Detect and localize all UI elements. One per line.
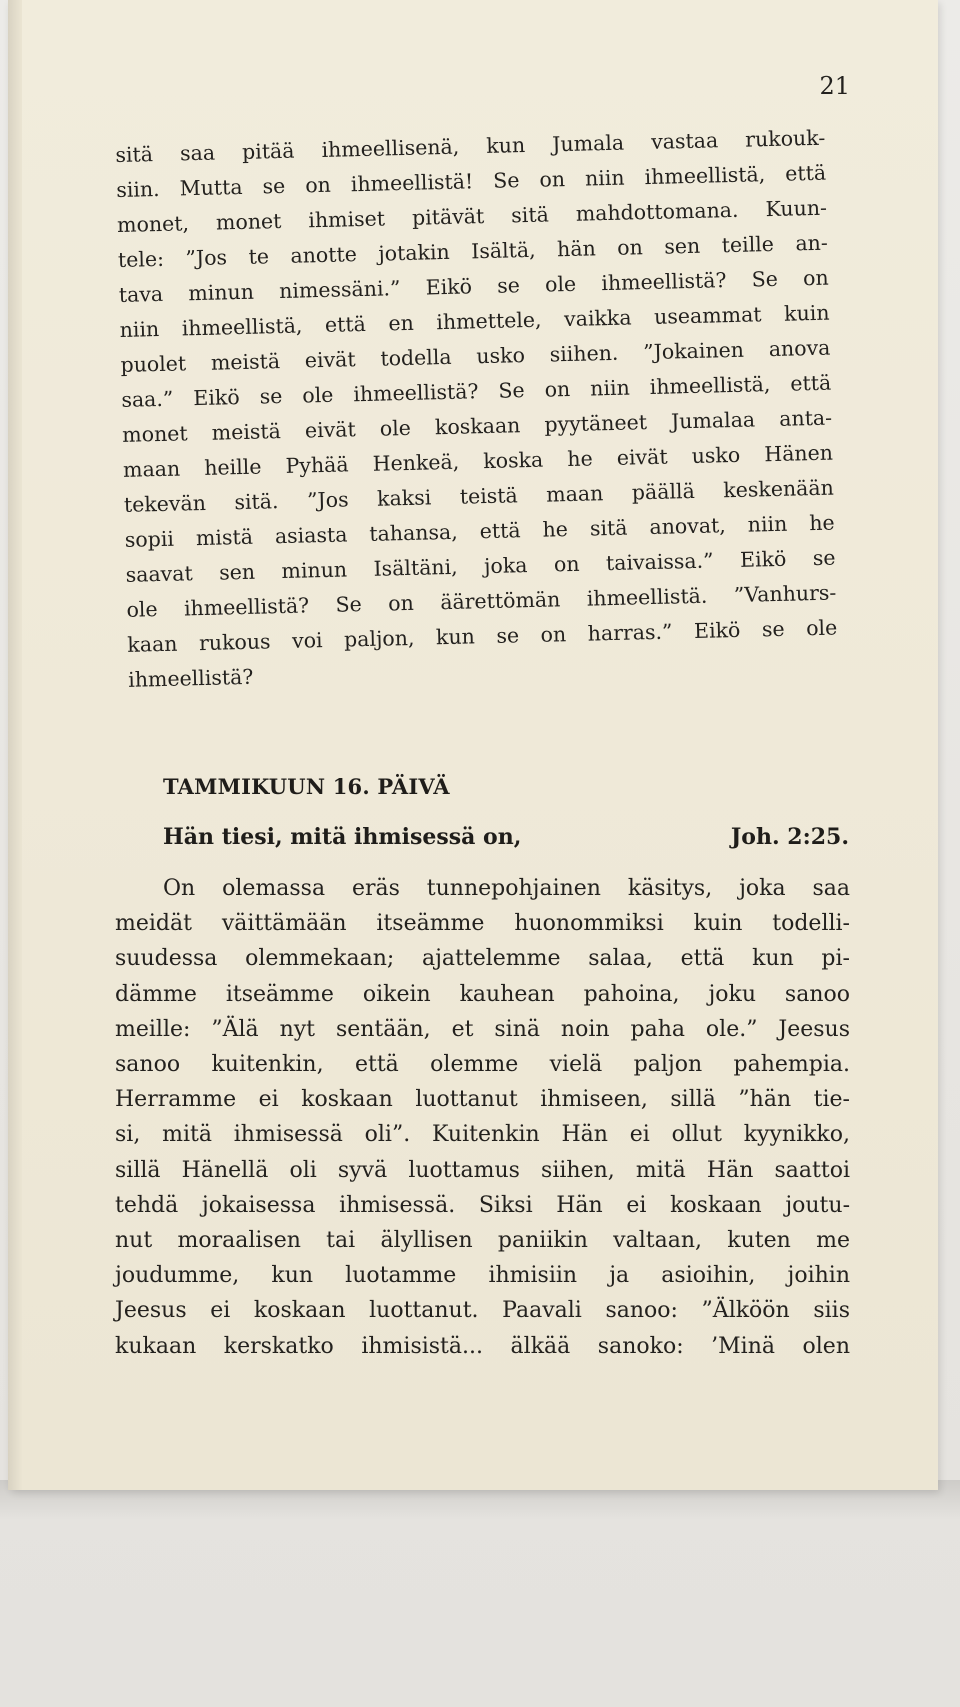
text-line: tehdä jokaisessa ihmisessä. Siksi Hän ei koskaan joutu- <box>115 1192 850 1218</box>
page-gutter <box>8 0 22 1490</box>
text-line: nut moraalisen tai älyllisen paniikin valtaan, kuten me <box>115 1228 850 1254</box>
text-line: meille: ”Älä nyt sentään, et sinä noin paha ole.” Jeesus <box>115 1016 850 1042</box>
text-line: niin ihmeellistä, että en ihmettele, vaikka useammat kuin <box>119 300 830 342</box>
text-line: tekevän sitä. ”Jos kaksi teistä maan päällä keskenään <box>123 475 835 517</box>
text-line: Herramme ei koskaan luottanut ihmiseen, sillä ”hän tie- <box>115 1087 850 1113</box>
text-line: sitä saa pitää ihmeellisenä, kun Jumala vastaa rukouk- <box>115 125 826 167</box>
text-line: saa.” Eikö se ole ihmeellistä? Se on niin ihmeellistä, että <box>121 370 832 412</box>
text-line: sillä Hänellä oli syvä luottamus siihen, mitä Hän saattoi <box>115 1157 850 1183</box>
text-line: si, mitä ihmisessä oli”. Kuitenkin Hän ei ollut kyynikko, <box>115 1122 850 1148</box>
text-line: ole ihmeellistä? Se on äärettömän ihmeellistä. ”Vanhurs- <box>126 580 837 622</box>
text-line: kaan rukous voi paljon, kun se on harras.” Eikö se ole <box>127 615 838 657</box>
text-line: joudumme, kun luotamme ihmisiin ja asioihin, joihin <box>115 1263 850 1289</box>
text-line: On olemassa eräs tunnepohjainen käsitys, joka saa <box>163 876 850 901</box>
text-line: meidät väittämään itseämme huonommiksi kuin todelli- <box>115 911 850 937</box>
text-line: suudessa olemmekaan; ajattelemme salaa, että kun pi- <box>115 946 850 972</box>
text-line: puolet meistä eivät todella usko siihen. ”Jokainen anova <box>120 335 831 377</box>
text-line: monet, monet ihmiset pitävät sitä mahdottomana. Kuun- <box>116 195 828 237</box>
text-line: monet meistä eivät ole koskaan pyytäneet Jumalaa anta- <box>121 405 833 447</box>
verse-line <box>163 824 849 850</box>
text-line: tele: ”Jos te anotte jotakin Isältä, hän on sen teille an- <box>117 230 829 272</box>
text-line: sanoo kuitenkin, että olemme vielä paljon pahempia. <box>115 1052 850 1078</box>
text-line: Jeesus ei koskaan luottanut. Paavali sanoo: ”Älköön siis <box>115 1298 850 1324</box>
verse-reference: Joh. 2:25. <box>730 824 849 850</box>
text-line: saavat sen minun Isältäni, joka on taivaissa.” Eikö se <box>125 545 836 587</box>
text-line: dämme itseämme oikein kauhean pahoina, joku sanoo <box>115 981 850 1007</box>
main-paragraph <box>115 871 850 1364</box>
verse-text: Hän tiesi, mitä ihmisessä on, <box>163 824 522 850</box>
text-line: ihmeellistä? <box>127 664 254 692</box>
text-line: maan heille Pyhää Henkeä, koska he eivät usko Hänen <box>122 440 834 482</box>
section-heading: TAMMIKUUN 16. PÄIVÄ <box>163 774 450 799</box>
text-line: sopii mistä asiasta tahansa, että he sitä anovat, niin he <box>124 510 835 552</box>
text-line: siin. Mutta se on ihmeellistä! Se on niin ihmeellistä, että <box>115 160 827 202</box>
text-line: tava minun nimessäni.” Eikö se ole ihmeellistä? Se on <box>118 265 829 307</box>
continuation-paragraph <box>115 121 838 698</box>
page-number: 21 <box>819 72 850 100</box>
text-line: kukaan kerskatko ihmisistä... älkää sanoko: ’Minä olen <box>115 1333 850 1359</box>
